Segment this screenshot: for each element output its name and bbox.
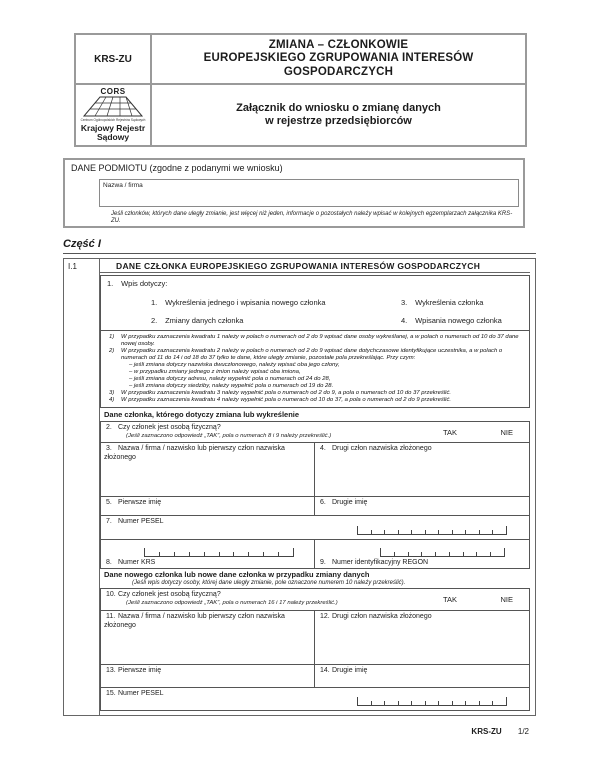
field-10-is-natural-person: 10. Czy członek jest osobą fizyczną? (Jeśli zaznaczono odpowiedź „TAK”, pola o numerach 16 i 17 należy przekreślić.) TAK NIE — [100, 588, 530, 611]
footnote-2-dash-1: – jeśli zmiana dotyczy nazwiska dwuczłonowego, należy wpisać oba jego człony, — [129, 362, 340, 368]
field-14-label: Drugie imię — [332, 667, 368, 674]
footnote-3: 3) W przypadku zaznaczenia kwadratu 3 należy wypełnić pola o numerach od 2 do 9, a pola o numerach od 10 do 37 przekreślić. — [109, 390, 452, 396]
subject-note: Jeśli członków, których dane uległy zmianie, jest więcej niż jeden, informacje o pozostałych należy wpisać w kolejnych egzemplarzach załącznika KRS-ZU. — [111, 211, 513, 224]
field-8-krs-number: 8. Numer KRS — [101, 540, 315, 568]
page-footer — [63, 727, 529, 736]
form-subtitle: Załącznik do wniosku o zmianę danych w rejestrze przedsiębiorców — [236, 102, 441, 127]
entry-type-label: 1. Wpis dotyczy: — [107, 279, 168, 288]
field-10-option-tak[interactable]: TAK — [442, 595, 457, 604]
fields-13-14-row — [100, 664, 530, 688]
form-header-right — [152, 35, 525, 145]
form-title: ZMIANA – CZŁONKOWIE EUROPEJSKIEGO ZGRUPOWANIA INTERESÓW GOSPODARCZYCH — [152, 35, 525, 85]
field-15-pesel-input[interactable] — [357, 697, 507, 706]
form-header — [74, 33, 527, 147]
entry-type-options — [105, 293, 525, 329]
entry-option-2[interactable]: 2. Zmiany danych członka — [151, 315, 244, 325]
field-12-second-surname-part[interactable]: 12. Drugi człon nazwiska złożonego — [320, 613, 432, 620]
footnote-2-dash-4: – jeśli zmiana dotyczy siedziby, należy wypełnić pola o numerach od 19 do 28. — [129, 383, 334, 389]
field-10-option-nie[interactable]: NIE — [500, 595, 513, 604]
section-i1-content — [100, 259, 535, 715]
field-13-label: Pierwsze imię — [118, 667, 162, 674]
footnotes — [100, 330, 530, 408]
field-13-first-name[interactable]: 13. Pierwsze imię — [101, 665, 315, 687]
footnote-2: 2) W przypadku zaznaczenia kwadratu 2 należy w polach o numerach od 2 do 9 wpisać dane dotychczasowe identyfikujące uczestnika, a w polach o numerach od 11 do 14 i od 18 do 37 tylko te dane, które uległy zmianie, pozostałe pola przekreślając. Przy czym: — [109, 348, 503, 361]
form-header-left — [76, 35, 152, 145]
section-b-title: Dane nowego członka lub nowe dane członka w przypadku zmiany danych — [104, 570, 370, 579]
field-6-second-name[interactable]: 6. Drugie imię — [320, 499, 368, 506]
field-2-note: (Jeśli zaznaczono odpowiedź „TAK”, pola o numerach 8 i 9 należy przekreślić.) — [126, 432, 332, 439]
footer-form-code: KRS-ZU — [471, 727, 502, 736]
fields-5-6-row — [100, 496, 530, 516]
field-6-label: Drugie imię — [332, 499, 368, 506]
field-9-regon-input[interactable] — [380, 548, 505, 557]
field-10-note: (Jeśli zaznaczono odpowiedź „TAK”, pola o numerach 16 i 17 należy przekreślić.) — [126, 599, 338, 606]
cors-grid-icon — [82, 96, 144, 118]
field-2-option-nie[interactable]: NIE — [500, 427, 513, 437]
subject-data-box — [63, 158, 525, 228]
field-7-pesel: 7. Numer PESEL — [100, 515, 530, 540]
form-code: KRS-ZU — [76, 35, 150, 85]
field-5-first-name[interactable]: 5. Pierwsze imię — [101, 497, 315, 515]
part1-heading: Część I — [63, 238, 536, 254]
field-2-label: Czy członek jest osobą fizyczną? — [118, 424, 221, 431]
subject-data-title: DANE PODMIOTU (zgodne z podanymi we wniosku) — [71, 163, 283, 173]
cors-logo-text: CORS — [100, 86, 126, 96]
fields-8-9-row — [100, 539, 530, 569]
field-2-is-natural-person: 2. Czy członek jest osobą fizyczną? (Jeśli zaznaczono odpowiedź „TAK”, pola o numerach 8 i 9 należy przekreślić.) TAK NIE — [100, 421, 530, 443]
field-7-label: Numer PESEL — [118, 518, 164, 525]
company-name-field[interactable] — [99, 179, 519, 207]
footnote-4: 4) W przypadku zaznaczenia kwadratu 4 należy wypełnić pola o numerach od 10 do 37, a pola o numerach od 2 do 9 przekreślić. — [109, 397, 452, 403]
field-3-label: Nazwa / firma / nazwisko lub pierwszy człon nazwiska złożonego — [104, 445, 285, 461]
fields-3-4-row — [100, 442, 530, 497]
entry-option-4[interactable]: 4. Wpisania nowego członka — [401, 315, 502, 325]
section-i1-title: DANE CZŁONKA EUROPEJSKIEGO ZGRUPOWANIA INTERESÓW GOSPODARCZYCH — [100, 259, 530, 273]
section-a-header: Dane członka, którego dotyczy zmiana lub wykreślenie — [104, 410, 300, 419]
footnote-1: 1) W przypadku zaznaczenia kwadratu 1 należy w polach o numerach od 2 do 9 wpisać dane osoby wykreślanej, a w polach o numerach od 10 do 37 dane nowej osoby. — [109, 334, 519, 347]
field-3-name-or-surname[interactable]: 3. Nazwa / firma / nazwisko lub pierwszy człon nazwiska złożonego — [101, 443, 315, 496]
footnote-2-dash-3: – jeśli zmiana dotyczy adresu, należy wypełnić pola o numerach od 24 do 28, — [129, 376, 331, 382]
field-8-krs-input[interactable] — [144, 548, 294, 557]
entry-option-3[interactable]: 3. Wykreślenia członka — [401, 297, 484, 307]
fields-11-12-row — [100, 610, 530, 665]
registry-name: Krajowy Rejestr Sądowy — [80, 122, 146, 142]
field-12-label: Drugi człon nazwiska złożonego — [332, 613, 432, 620]
krs-logo — [76, 85, 150, 145]
field-9-regon-number: 9. Numer identyfikacyjny REGON — [315, 540, 529, 568]
field-8-label: Numer KRS — [118, 559, 156, 566]
section-b-header — [100, 568, 530, 589]
section-i1-number: I.1 — [64, 259, 100, 715]
cors-logo-caption: Centrum Ogólnopolskich Rejestrów Sądowych — [80, 117, 146, 122]
field-4-second-surname-part[interactable]: 4. Drugi człon nazwiska złożonego — [320, 445, 432, 452]
field-7-pesel-input[interactable] — [357, 526, 507, 535]
field-4-label: Drugi człon nazwiska złożonego — [332, 445, 432, 452]
field-15-pesel: 15. Numer PESEL — [100, 687, 530, 711]
section-i1-table — [63, 258, 536, 716]
field-10-label: Czy członek jest osobą fizyczną? — [118, 591, 221, 598]
field-15-label: Numer PESEL — [118, 690, 164, 697]
field-5-label: Pierwsze imię — [118, 499, 162, 506]
company-name-label: Nazwa / firma — [103, 182, 143, 189]
section-b-note: (Jeśli wpis dotyczy osoby, której dane uległy zmianie, pole oznaczone numerem 10 należy przekreślić). — [132, 580, 406, 586]
entry-option-1[interactable]: 1. Wykreślenia jednego i wpisania nowego członka — [151, 297, 326, 307]
footnote-2-dash-2: – w przypadku zmiany jednego z imion należy wpisać oba imiona, — [129, 369, 301, 375]
entry-type-box — [100, 275, 530, 331]
field-11-name-or-surname[interactable]: 11. Nazwa / firma / nazwisko lub pierwszy człon nazwiska złożonego — [101, 611, 315, 664]
footer-page-number: 1/2 — [517, 727, 529, 736]
field-14-second-name[interactable]: 14. Drugie imię — [320, 667, 368, 674]
field-2-option-tak[interactable]: TAK — [442, 427, 457, 437]
field-11-label: Nazwa / firma / nazwisko lub pierwszy człon nazwiska złożonego — [104, 613, 285, 629]
field-9-label: Numer identyfikacyjny REGON — [332, 559, 429, 566]
